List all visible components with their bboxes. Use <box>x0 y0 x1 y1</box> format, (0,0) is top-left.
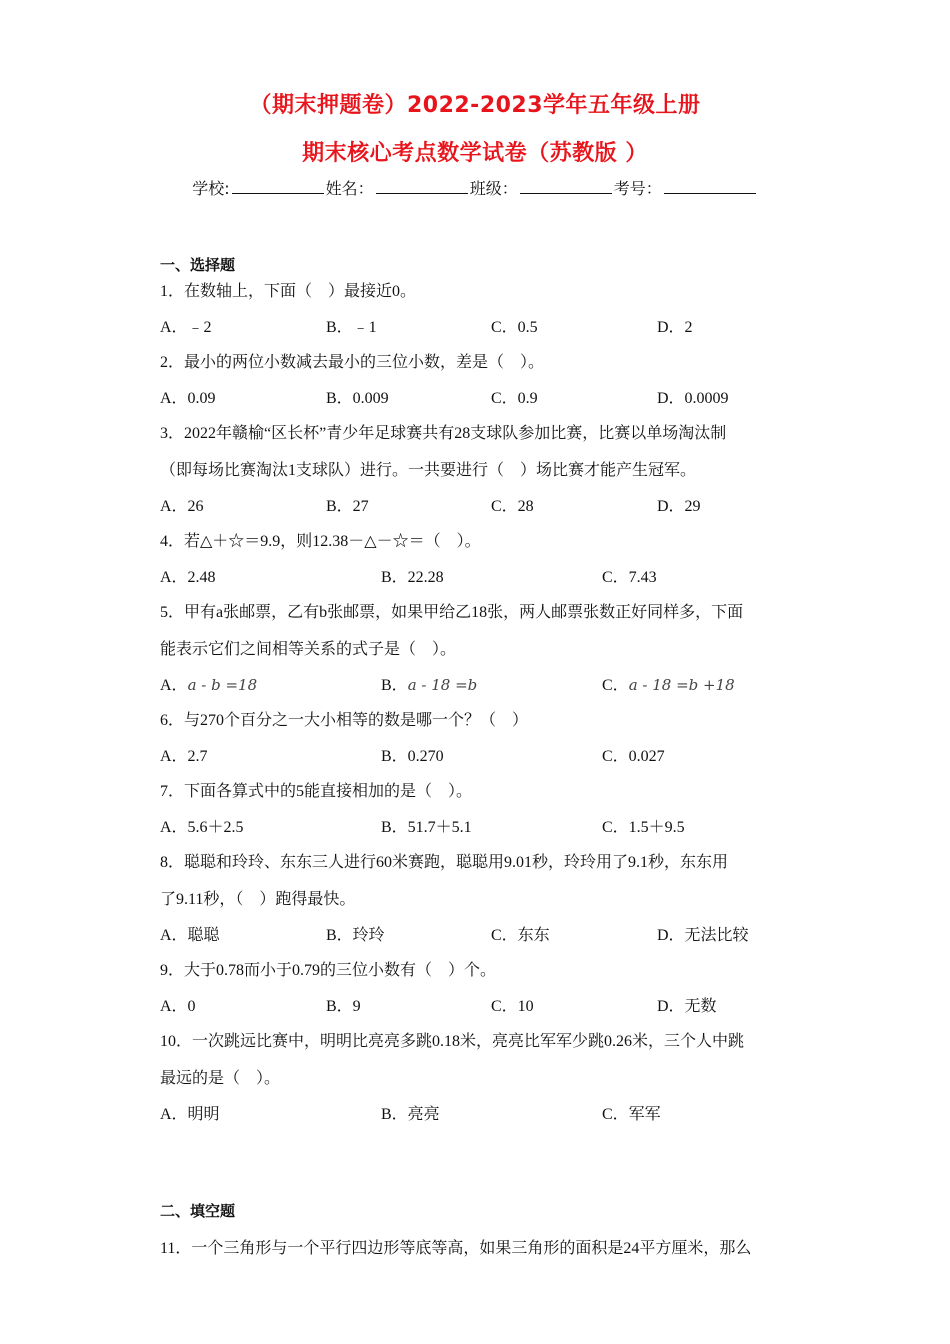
q6-option-a: A．2.7 <box>160 748 208 765</box>
question-3-line2: （即每场比赛淘汰1支球队）进行。一共要进行（ ）场比赛才能产生冠军。 <box>160 462 697 479</box>
q3-option-c: C．28 <box>491 498 534 515</box>
q5-option-b <box>381 672 477 695</box>
q7-option-a: A．5.6＋2.5 <box>160 819 244 836</box>
school-blank[interactable] <box>232 179 324 194</box>
q7-option-b: B．51.7＋5.1 <box>381 819 472 836</box>
q10-option-c: C．军军 <box>602 1106 661 1123</box>
question-8-line2: 了9.11秒，（ ）跑得最快。 <box>160 891 356 908</box>
q5-option-a-label: A． <box>160 677 188 694</box>
q6-option-c: C．0.027 <box>602 748 665 765</box>
school-label: 学校: <box>192 179 230 198</box>
q2-option-b: B．0.009 <box>326 390 389 407</box>
q5-option-c-formula: a - 18 =b +18 <box>628 676 735 694</box>
q1-option-a: A．﹣2 <box>160 319 212 336</box>
q8-option-a: A．聪聪 <box>160 927 220 944</box>
question-1: 1．在数轴上，下面（ ）最接近0。 <box>160 283 417 300</box>
exam-title-line1: （期末押题卷）2022-2023学年五年级上册 <box>249 93 701 118</box>
question-8-line1: 8．聪聪和玲玲、东东三人进行60米赛跑，聪聪用9.01秒，玲玲用了9.1秒，东东用 <box>160 854 729 871</box>
q4-option-a: A．2.48 <box>160 569 216 586</box>
question-7: 7．下面各算式中的5能直接相加的是（ ）。 <box>160 783 473 800</box>
question-5-line1: 5．甲有a张邮票，乙有b张邮票，如果甲给乙18张，两人邮票张数正好同样多，下面 <box>160 604 744 621</box>
class-label: 班级： <box>469 179 518 198</box>
q1-option-d: D．2 <box>657 319 693 336</box>
q9-option-a: A．0 <box>160 998 196 1015</box>
question-10-line2: 最远的是（ ）。 <box>160 1070 281 1087</box>
exam-title-line2: 期末核心考点数学试卷（苏教版 ） <box>302 141 648 166</box>
question-11-line1: 11．一个三角形与一个平行四边形等底等高，如果三角形的面积是24平方厘米，那么 <box>160 1240 752 1257</box>
question-9: 9．大于0.78而小于0.79的三位小数有（ ）个。 <box>160 962 497 979</box>
question-2: 2．最小的两位小数减去最小的三位小数，差是（ ）。 <box>160 354 545 371</box>
q2-option-c: C．0.9 <box>491 390 538 407</box>
q5-option-a-formula: a - b =18 <box>187 676 258 694</box>
q2-option-d: D．0.0009 <box>657 390 729 407</box>
q5-option-c-label: C． <box>602 677 629 694</box>
q8-option-b: B．玲玲 <box>326 927 385 944</box>
question-3-line1: 3．2022年赣榆“区长杯”青少年足球赛共有28支球队参加比赛，比赛以单场淘汰制 <box>160 425 727 442</box>
q9-option-c: C．10 <box>491 998 534 1015</box>
name-label: 姓名： <box>325 179 374 198</box>
number-label: 考号： <box>613 179 662 198</box>
student-info-line <box>0 176 950 199</box>
section-heading-choice: 一、选择题 <box>160 256 236 274</box>
q9-option-d: D．无数 <box>657 998 717 1015</box>
q4-option-b: B．22.28 <box>381 569 444 586</box>
q7-option-c: C．1.5＋9.5 <box>602 819 685 836</box>
q3-option-d: D．29 <box>657 498 701 515</box>
question-4: 4．若△＋☆＝9.9，则12.38－△－☆＝（ ）。 <box>160 533 481 550</box>
q8-option-d: D．无法比较 <box>657 927 749 944</box>
q10-option-a: A．明明 <box>160 1106 220 1123</box>
q10-option-b: B．亮亮 <box>381 1106 440 1123</box>
q5-option-b-label: B． <box>381 677 408 694</box>
q1-option-c: C．0.5 <box>491 319 538 336</box>
q8-option-c: C．东东 <box>491 927 550 944</box>
q5-option-b-formula: a - 18 =b <box>407 676 478 694</box>
q4-option-c: C．7.43 <box>602 569 657 586</box>
q9-option-b: B．9 <box>326 998 361 1015</box>
q3-option-a: A．26 <box>160 498 204 515</box>
q2-option-a: A．0.09 <box>160 390 216 407</box>
q5-option-a <box>160 672 257 695</box>
name-blank[interactable] <box>376 179 468 194</box>
section-heading-fill: 二、填空题 <box>160 1202 236 1220</box>
q1-option-b: B．﹣1 <box>326 319 377 336</box>
class-blank[interactable] <box>520 179 612 194</box>
question-6: 6．与270个百分之一大小相等的数是哪一个？（ ） <box>160 712 529 729</box>
q5-option-c <box>602 672 735 695</box>
q3-option-b: B．27 <box>326 498 369 515</box>
question-10-line1: 10．一次跳远比赛中，明明比亮亮多跳0.18米，亮亮比军军少跳0.26米，三个人中跳 <box>160 1033 745 1050</box>
question-5-line2: 能表示它们之间相等关系的式子是（ ）。 <box>160 641 457 658</box>
number-blank[interactable] <box>664 179 756 194</box>
q6-option-b: B．0.270 <box>381 748 444 765</box>
